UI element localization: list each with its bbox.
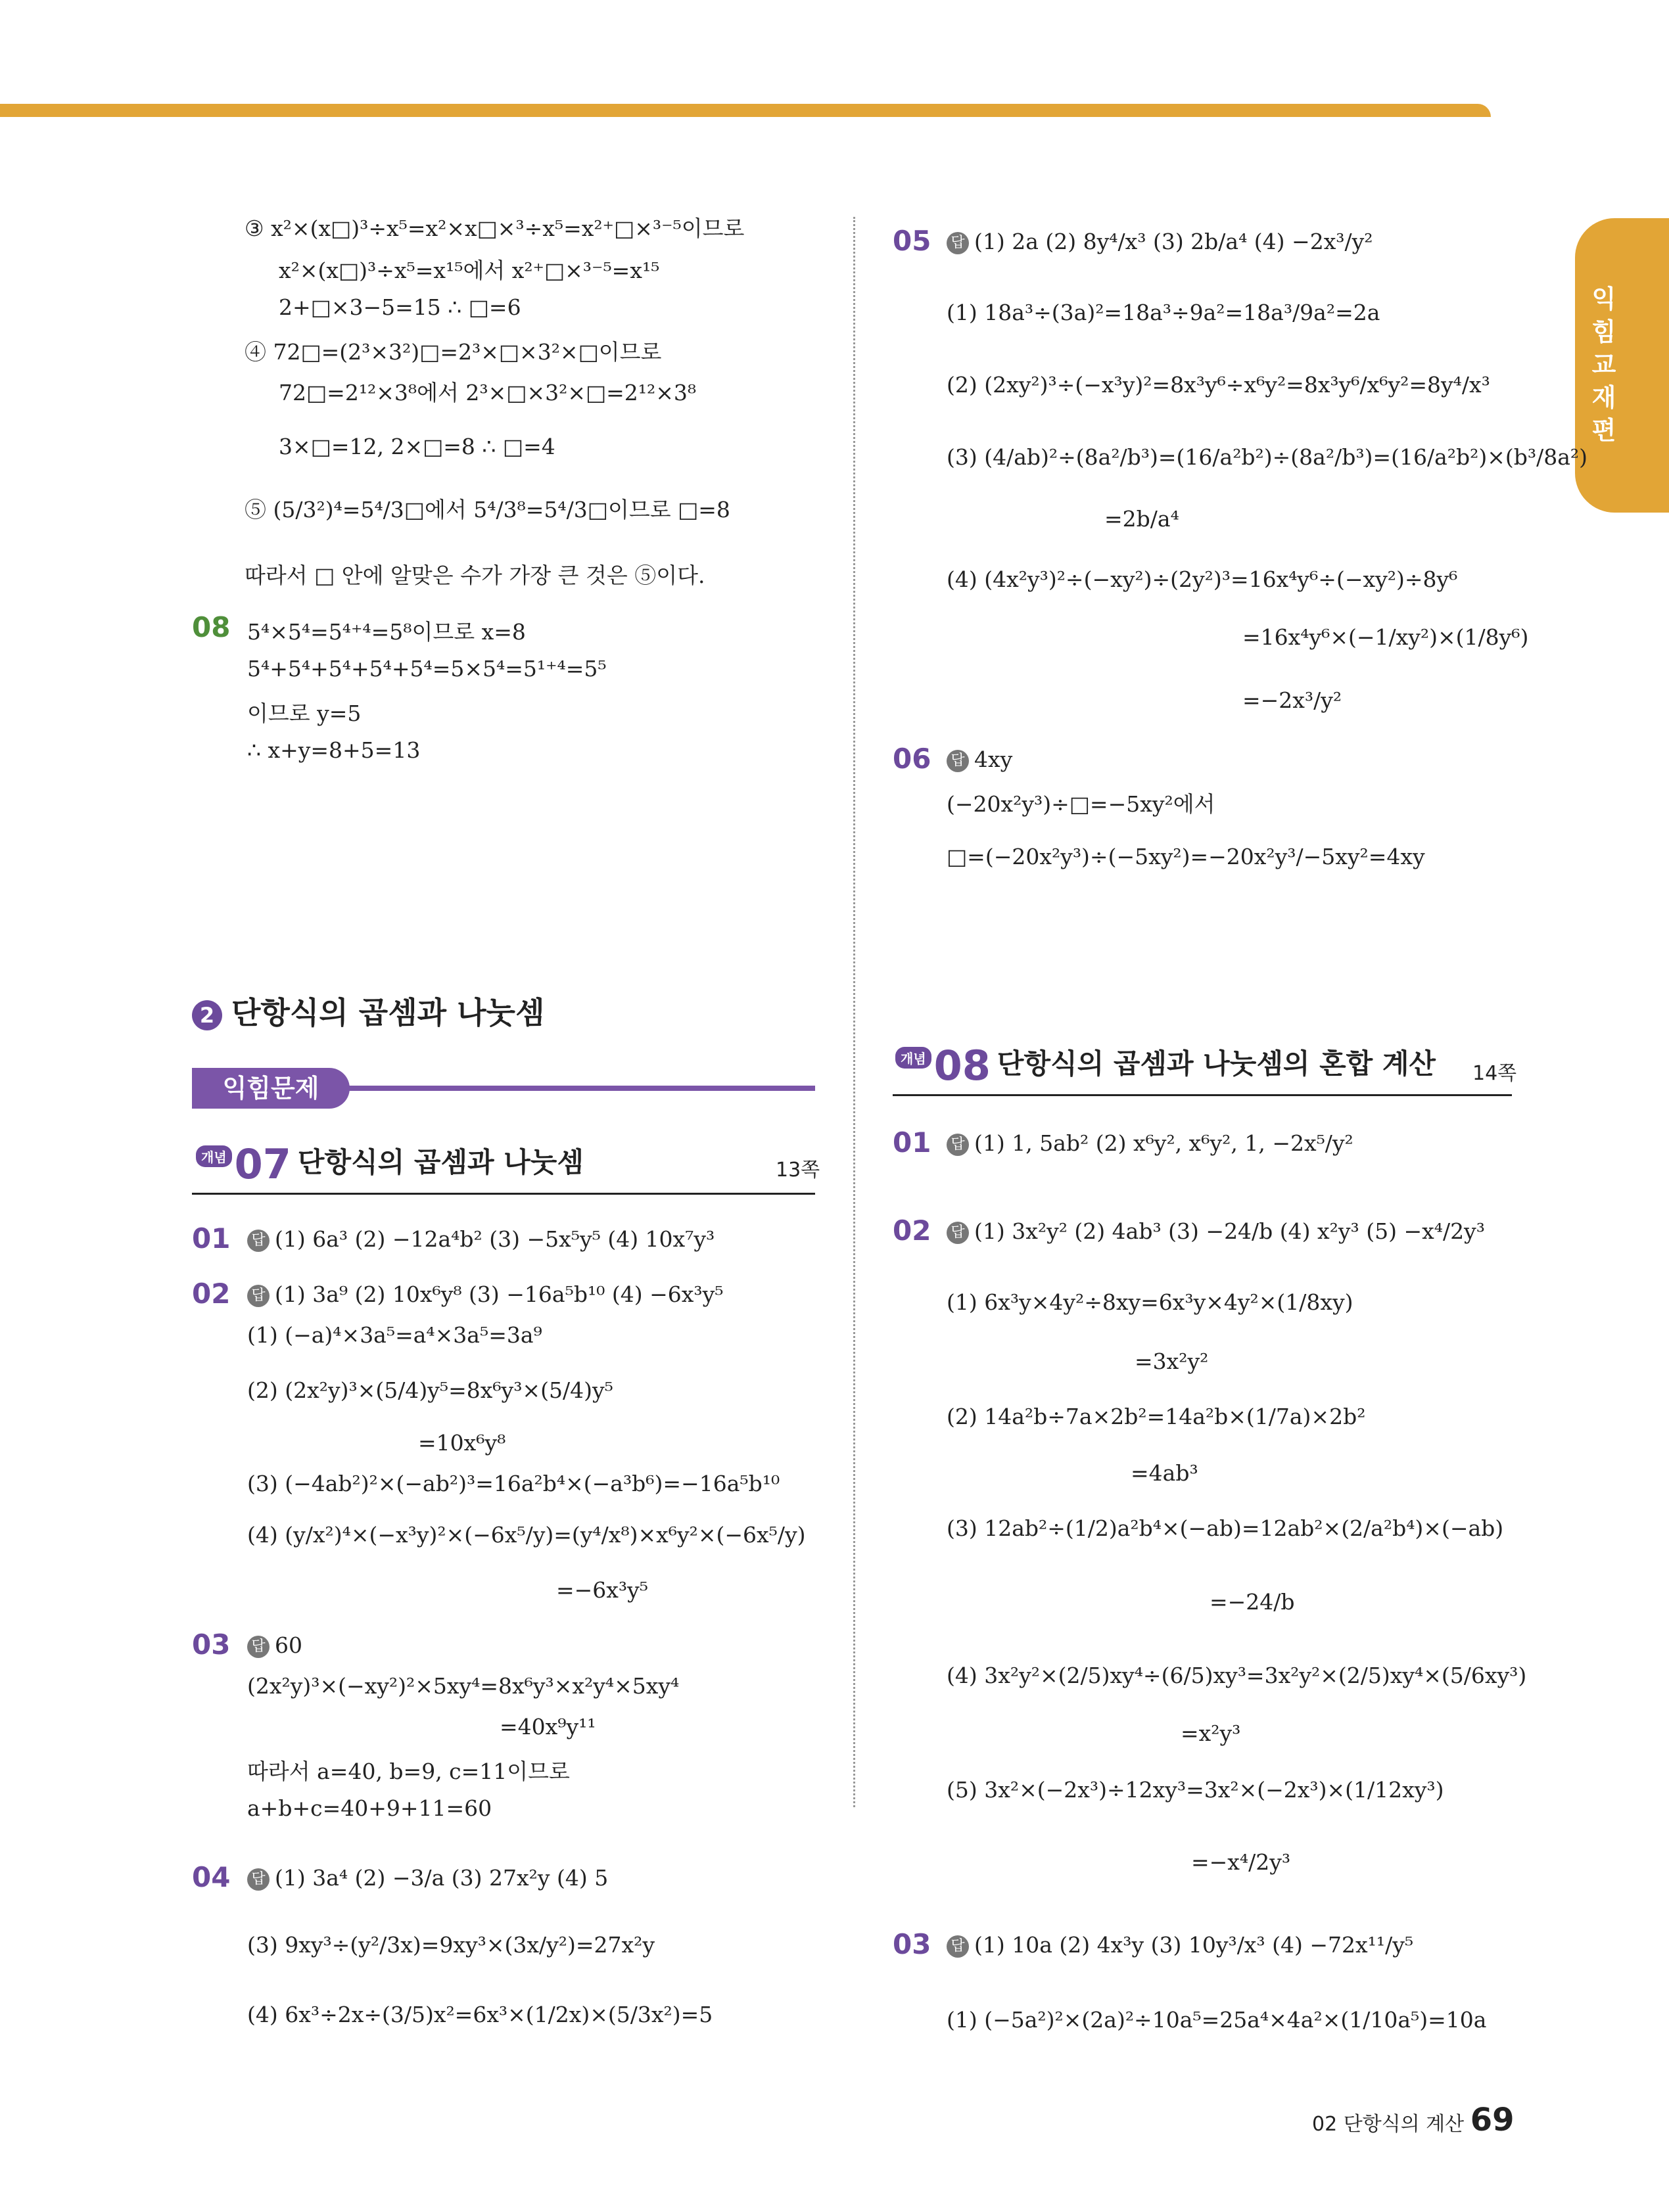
right-q05-answer <box>947 229 1373 254</box>
answer-badge: 답 <box>247 1636 270 1658</box>
q08-number: 08 <box>192 611 231 643</box>
left-q04-line2: (4) 6x³÷2x÷(3/5)x²=6x³×(1/2x)×(5/3x²)=5 <box>247 2002 713 2027</box>
section-number: 2 <box>192 1000 222 1030</box>
right-q03-answer-text: (1) 10a (2) 4x³y (3) 10y³/x³ (4) −72x¹¹/y⁵ <box>974 1932 1414 1958</box>
answer-badge: 답 <box>247 1285 270 1307</box>
left-q03-line1: (2x²y)³×(−xy²)²×5xy⁴=8x⁶y³×x²y⁴×5xy⁴ <box>247 1673 680 1699</box>
right-q05-line2: (2) (2xy²)³÷(−x³y)²=8x³y⁶÷x⁶y²=8x³y⁶/x⁶y²=8y⁴/x³ <box>947 372 1490 398</box>
left-q02-line3: =10x⁶y⁸ <box>418 1430 506 1456</box>
item4-line2: 72□=2¹²×3⁸에서 2³×□×3²×□=2¹²×3⁸ <box>279 380 697 405</box>
right-q06-line1: (−20x²y³)÷□=−5xy²에서 <box>947 791 1215 817</box>
item4-line1: ④ 72□=(2³×3²)□=2³×□×3²×□이므로 <box>245 339 662 365</box>
right-q01-answer-text: (1) 1, 5ab² (2) x⁶y², x⁶y², 1, −2x⁵/y² <box>974 1130 1353 1156</box>
practice-label: 익힘문제 <box>192 1068 350 1109</box>
q08-line4: ∴ x+y=8+5=13 <box>247 737 421 763</box>
practice-rule <box>342 1086 815 1091</box>
left-q02-line5: (4) (y/x²)⁴×(−x³y)²×(−6x⁵/y)=(y⁴/x⁸)×x⁶y²×(−6x⁵/y) <box>247 1522 806 1548</box>
left-q03-line3: 따라서 a=40, b=9, c=11이므로 <box>247 1759 570 1784</box>
item3-line3: 2+□×3−5=15 ∴ □=6 <box>279 294 521 320</box>
left-q03-line2: =40x⁹y¹¹ <box>500 1714 596 1740</box>
answer-badge: 답 <box>947 232 969 254</box>
item5-line2: 따라서 □ 안에 알맞은 수가 가장 큰 것은 ⑤이다. <box>245 563 705 588</box>
right-q01-number: 01 <box>893 1126 931 1159</box>
answer-badge: 답 <box>947 1222 969 1244</box>
item5-line1: ⑤ (5/3²)⁴=5⁴/3□에서 5⁴/3⁸=5⁴/3□이므로 □=8 <box>245 497 730 522</box>
right-q05-number: 05 <box>893 225 931 257</box>
right-q03-number: 03 <box>893 1928 931 1960</box>
right-q06-number: 06 <box>893 743 931 775</box>
concept07-number: 07 <box>234 1140 291 1188</box>
right-q02-line5: (3) 12ab²÷(1/2)a²b⁴×(−ab)=12ab²×(2/a²b⁴)×(−ab) <box>947 1515 1504 1541</box>
left-q02-answer-text: (1) 3a⁹ (2) 10x⁶y⁸ (3) −16a⁵b¹⁰ (4) −6x³y⁵ <box>275 1281 724 1307</box>
side-tab <box>1575 218 1669 513</box>
concept08-page: 14쪽 <box>1472 1062 1517 1085</box>
left-q02-line2: (2) (2x²y)³×(5/4)y⁵=8x⁶y³×(5/4)y⁵ <box>247 1377 613 1403</box>
concept07-badge: 개념 <box>196 1145 232 1167</box>
right-q02-line3: (2) 14a²b÷7a×2b²=14a²b×(1/7a)×2b² <box>947 1404 1366 1429</box>
concept07-title: 단항식의 곱셈과 나눗셈 <box>297 1146 584 1178</box>
left-q04-answer-text: (1) 3a⁴ (2) −3/a (3) 27x²y (4) 5 <box>275 1865 609 1891</box>
right-q06-answer-text: 4xy <box>974 747 1013 772</box>
right-q06-line2: □=(−20x²y³)÷(−5xy²)=−20x²y³/−5xy²=4xy <box>947 844 1425 869</box>
answer-badge: 답 <box>247 1230 270 1252</box>
concept08-number: 08 <box>933 1042 991 1090</box>
right-q02-line1: (1) 6x³y×4y²÷8xy=6x³y×4y²×(1/8xy) <box>947 1289 1353 1315</box>
left-q03-line4: a+b+c=40+9+11=60 <box>247 1795 492 1821</box>
right-q05-line3: (3) (4/ab)²÷(8a²/b³)=(16/a²b²)÷(8a²/b³)=(16/a²b²)×(b³/8a²) <box>947 444 1587 470</box>
concept07-heading <box>196 1140 584 1188</box>
concept08-badge: 개념 <box>895 1047 931 1069</box>
section-heading <box>192 989 544 1032</box>
concept08-rule <box>893 1094 1512 1096</box>
left-q02-answer <box>247 1281 724 1307</box>
left-q04-answer <box>247 1865 608 1891</box>
q08-line1: 5⁴×5⁴=5⁴⁺⁴=5⁸이므로 x=8 <box>247 619 526 645</box>
right-q05-line4: =2b/a⁴ <box>1104 506 1179 532</box>
q08-line2: 5⁴+5⁴+5⁴+5⁴+5⁴=5×5⁴=5¹⁺⁴=5⁵ <box>247 656 607 681</box>
side-tab-label: 익힘교재편 <box>1591 285 1616 445</box>
concept08-title: 단항식의 곱셈과 나눗셈의 혼합 계산 <box>997 1048 1436 1080</box>
right-q05-answer-text: (1) 2a (2) 8y⁴/x³ (3) 2b/a⁴ (4) −2x³/y² <box>974 229 1373 254</box>
right-q02-line9: (5) 3x²×(−2x³)÷12xy³=3x²×(−2x³)×(1/12xy³) <box>947 1777 1444 1803</box>
answer-badge: 답 <box>947 1134 969 1156</box>
left-q02-line6: =−6x³y⁵ <box>556 1577 649 1603</box>
right-q05-line5: (4) (4x²y³)²÷(−xy²)÷(2y²)³=16x⁴y⁶÷(−xy²)÷8y⁶ <box>947 566 1458 592</box>
left-q02-line4: (3) (−4ab²)²×(−ab²)³=16a²b⁴×(−a³b⁶)=−16a⁵b¹⁰ <box>247 1471 780 1496</box>
right-q02-answer <box>947 1218 1485 1244</box>
left-q04-number: 04 <box>192 1861 231 1893</box>
right-q02-line10: =−x⁴/2y³ <box>1191 1849 1291 1875</box>
right-q02-number: 02 <box>893 1214 931 1247</box>
right-q06-answer <box>947 747 1012 772</box>
right-q02-answer-text: (1) 3x²y² (2) 4ab³ (3) −24/b (4) x²y³ (5) −x⁴/2y³ <box>974 1218 1485 1244</box>
answer-badge: 답 <box>947 750 969 772</box>
left-q03-answer <box>247 1632 302 1658</box>
item3-line2: x²×(x□)³÷x⁵=x¹⁵에서 x²⁺□×³⁻⁵=x¹⁵ <box>279 258 660 283</box>
left-q01-number: 01 <box>192 1222 231 1255</box>
answer-badge: 답 <box>947 1935 969 1958</box>
right-q02-line7: (4) 3x²y²×(2/5)xy⁴÷(6/5)xy³=3x²y²×(2/5)xy⁴×(5/6xy³) <box>947 1663 1527 1688</box>
item3-line1: ③ x²×(x□)³÷x⁵=x²×x□×³÷x⁵=x²⁺□×³⁻⁵이므로 <box>245 216 745 241</box>
left-q02-number: 02 <box>192 1278 231 1310</box>
q08-line3: 이므로 y=5 <box>247 701 362 726</box>
right-q05-line7: =−2x³/y² <box>1242 687 1342 713</box>
right-q03-line1: (1) (−5a²)²×(2a)²÷10a⁵=25a⁴×4a²×(1/10a⁵)=10a <box>947 2007 1487 2033</box>
answer-badge: 답 <box>247 1868 270 1891</box>
left-q03-answer-text: 60 <box>275 1632 302 1658</box>
footer-chapter: 02 단항식의 계산 <box>1312 2113 1465 2136</box>
concept07-rule <box>192 1193 815 1195</box>
left-q02-line1: (1) (−a)⁴×3a⁵=a⁴×3a⁵=3a⁹ <box>247 1322 542 1348</box>
concept08-heading <box>895 1042 1436 1090</box>
left-q03-number: 03 <box>192 1628 231 1661</box>
section-title: 단항식의 곱셈과 나눗셈 <box>231 995 545 1030</box>
top-accent-bar <box>0 104 1491 117</box>
page-number: 69 <box>1470 2102 1515 2138</box>
right-q05-line1: (1) 18a³÷(3a)²=18a³÷9a²=18a³/9a²=2a <box>947 300 1380 325</box>
page-footer <box>1312 2102 1514 2138</box>
right-q02-line6: =−24/b <box>1210 1589 1295 1615</box>
right-q05-line6: =16x⁴y⁶×(−1/xy²)×(1/8y⁶) <box>1242 624 1529 650</box>
right-q03-answer <box>947 1932 1413 1958</box>
left-q01-answer-text: (1) 6a³ (2) −12a⁴b² (3) −5x⁵y⁵ (4) 10x⁷y³ <box>275 1226 715 1252</box>
concept07-page: 13쪽 <box>776 1159 820 1182</box>
column-divider <box>853 217 855 1807</box>
right-q01-answer <box>947 1130 1353 1156</box>
item4-line3: 3×□=12, 2×□=8 ∴ □=4 <box>279 434 555 459</box>
right-q02-line4: =4ab³ <box>1131 1460 1198 1486</box>
right-q02-line2: =3x²y² <box>1135 1348 1209 1374</box>
right-q02-line8: =x²y³ <box>1181 1720 1241 1746</box>
left-q04-line1: (3) 9xy³÷(y²/3x)=9xy³×(3x/y²)=27x²y <box>247 1932 655 1958</box>
left-q01-answer <box>247 1226 715 1252</box>
